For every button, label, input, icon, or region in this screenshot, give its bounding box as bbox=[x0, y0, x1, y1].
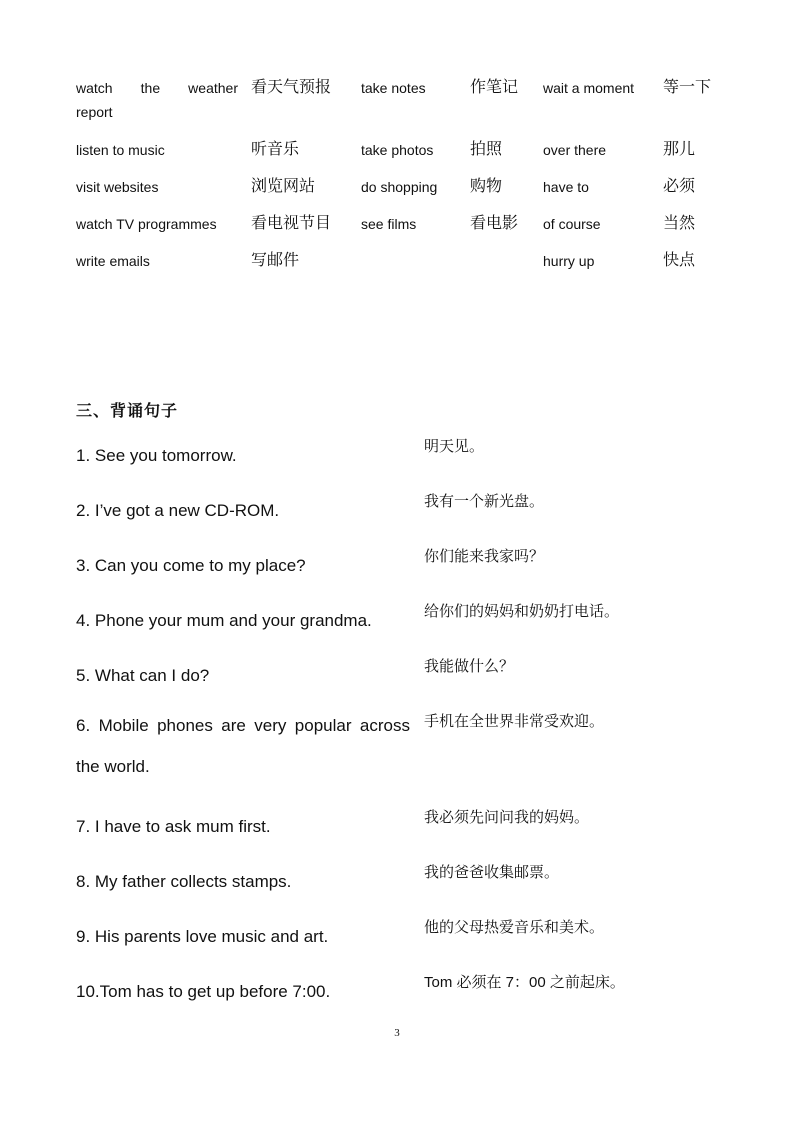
vocab-chinese: 那儿 bbox=[663, 141, 696, 158]
sentence-english: 3. Can you come to my place? bbox=[76, 556, 306, 575]
sentence-english: 5. What can I do? bbox=[76, 666, 210, 685]
sentence-row bbox=[76, 540, 726, 595]
sentence-english: 9. His parents love music and art. bbox=[76, 927, 329, 946]
sentence-english: 10.Tom has to get up before 7:00. bbox=[76, 982, 331, 1001]
sentence-list bbox=[76, 430, 726, 1021]
sentence-chinese: 你们能来我家吗？ bbox=[424, 548, 545, 565]
page-number: 3 bbox=[394, 1027, 400, 1039]
vocab-chinese: 当然 bbox=[663, 215, 696, 232]
vocab-row bbox=[76, 249, 726, 286]
vocab-chinese: 写邮件 bbox=[251, 252, 300, 269]
sentence-row bbox=[76, 801, 726, 856]
vocab-chinese: 购物 bbox=[470, 178, 503, 195]
vocab-row bbox=[76, 76, 726, 138]
vocab-word: the bbox=[140, 80, 161, 96]
vocab-english: see films bbox=[361, 216, 417, 232]
sentence-chinese: 我有一个新光盘。 bbox=[424, 493, 545, 510]
vocab-chinese: 看电视节目 bbox=[251, 215, 332, 232]
sentence-row bbox=[76, 430, 726, 485]
vocab-word: watch bbox=[76, 80, 113, 96]
sentence-row bbox=[76, 911, 726, 966]
sentence-row bbox=[76, 856, 726, 911]
vocab-chinese: 看天气预报 bbox=[251, 79, 332, 96]
sentence-row bbox=[76, 650, 726, 705]
vocab-chinese: 听音乐 bbox=[251, 141, 300, 158]
sentence-english: 6. Mobile phones are very popular across the world. bbox=[76, 716, 410, 776]
sentence-english: 8. My father collects stamps. bbox=[76, 872, 292, 891]
vocab-english: do shopping bbox=[361, 179, 438, 195]
sentence-chinese: 给你们的妈妈和奶奶打电话。 bbox=[424, 603, 620, 620]
vocab-english-line bbox=[76, 76, 238, 100]
vocab-chinese: 必须 bbox=[663, 178, 696, 195]
sentence-english: 2. I’ve got a new CD-ROM. bbox=[76, 501, 280, 520]
vocab-english: visit websites bbox=[76, 179, 159, 195]
vocab-row bbox=[76, 175, 726, 212]
sentence-english: 4. Phone your mum and your grandma. bbox=[76, 611, 372, 630]
vocab-chinese: 快点 bbox=[663, 252, 696, 269]
vocab-english: write emails bbox=[76, 253, 150, 269]
sentence-row bbox=[76, 595, 726, 650]
vocab-english: take notes bbox=[361, 80, 426, 96]
sentence-chinese: 手机在全世界非常受欢迎。 bbox=[424, 713, 605, 730]
vocab-english: over there bbox=[543, 142, 607, 158]
sentence-english: 7. I have to ask mum first. bbox=[76, 817, 271, 836]
section-heading: 三、背诵句子 bbox=[76, 403, 179, 420]
vocab-row bbox=[76, 138, 726, 175]
vocab-row bbox=[76, 212, 726, 249]
sentence-chinese: 我能做什么？ bbox=[424, 658, 515, 675]
vocab-english: listen to music bbox=[76, 142, 165, 158]
sentence-english: 1. See you tomorrow. bbox=[76, 446, 237, 465]
vocab-chinese: 拍照 bbox=[470, 141, 503, 158]
vocab-english: hurry up bbox=[543, 253, 595, 269]
vocab-chinese: 浏览网站 bbox=[251, 178, 316, 195]
vocab-chinese: 作笔记 bbox=[470, 79, 519, 96]
vocab-chinese: 等一下 bbox=[663, 79, 712, 96]
vocab-word: weather bbox=[188, 80, 238, 96]
vocab-english: wait a moment bbox=[543, 80, 635, 96]
sentence-row bbox=[76, 966, 726, 1021]
vocab-english: have to bbox=[543, 179, 589, 195]
sentence-row bbox=[76, 485, 726, 540]
vocab-english-line: report bbox=[76, 104, 113, 120]
vocab-english: of course bbox=[543, 216, 601, 232]
sentence-chinese: 明天见。 bbox=[424, 438, 485, 455]
vocab-english: watch TV programmes bbox=[76, 216, 217, 232]
sentence-chinese: Tom 必须在 7：00 之前起床。 bbox=[424, 974, 625, 991]
vocab-english bbox=[76, 76, 238, 124]
sentence-row bbox=[76, 705, 726, 801]
vocab-chinese: 看电影 bbox=[470, 215, 519, 232]
vocab-english: take photos bbox=[361, 142, 434, 158]
sentence-chinese: 我的爸爸收集邮票。 bbox=[424, 864, 560, 881]
sentence-chinese: 他的父母热爱音乐和美术。 bbox=[424, 919, 605, 936]
sentence-chinese: 我必须先问问我的妈妈。 bbox=[424, 809, 590, 826]
vocabulary-table bbox=[76, 76, 726, 286]
